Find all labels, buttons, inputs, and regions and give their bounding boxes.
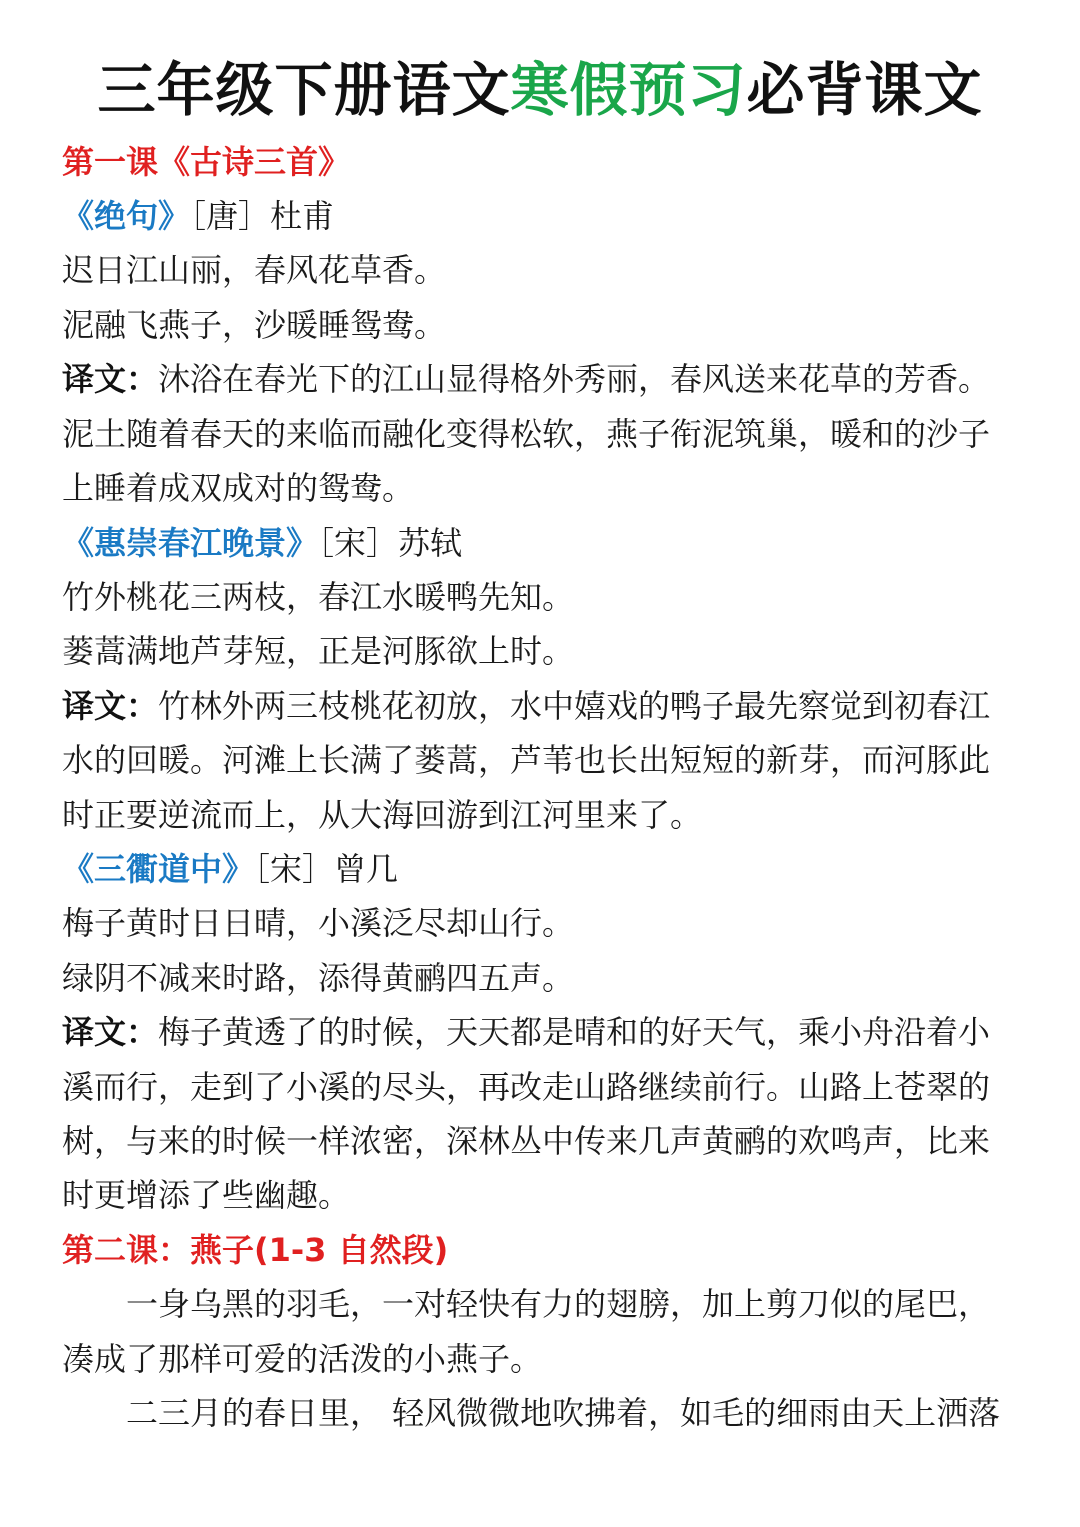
translation-text: 竹林外两三枝桃花初放，水中嬉戏的鸭子最先察觉到初春江: [158, 687, 991, 725]
poem3-heading: [62, 842, 1022, 896]
poem2-translation: [62, 679, 1022, 733]
lesson2-heading: 第二课：燕子(1-3 自然段): [62, 1231, 449, 1269]
translation-text: 时正要逆流而上，从大海回游到江河里来了。: [62, 796, 703, 834]
title-part1: 三年级下册语文: [97, 56, 511, 124]
translation-text: 梅子黄透了的时候，天天都是晴和的好天气，乘小舟沿着小: [158, 1013, 991, 1051]
translation-label: 译文：: [62, 1013, 159, 1051]
poem2-heading: [62, 516, 1022, 570]
poem2-line: 竹外桃花三两枝，春江水暖鸭先知。: [62, 578, 575, 616]
lesson1-heading: 第一课《古诗三首》: [62, 143, 351, 181]
lesson2-paragraph: 二三月的春日里， 轻风微微地吹拂着，如毛的细雨由天上洒落: [126, 1394, 1001, 1432]
poem1-line: 泥融飞燕子，沙暖睡鸳鸯。: [62, 306, 447, 344]
poem2-title: 《惠崇春江晚景》: [62, 524, 319, 562]
poem1-line: 迟日江山丽，春风花草香。: [62, 251, 447, 289]
title-part2: 必背课文: [746, 56, 983, 124]
translation-text: 时更增添了些幽趣。: [62, 1176, 351, 1214]
lesson2-paragraph: 一身乌黑的羽毛，一对轻快有力的翅膀，加上剪刀似的尾巴，: [126, 1285, 991, 1323]
poem3-translation: [62, 1005, 1022, 1059]
translation-text: 树，与来的时候一样浓密，深林丛中传来几声黄鹂的欢鸣声，比来: [62, 1122, 991, 1160]
poem3-title: 《三衢道中》: [62, 850, 255, 888]
translation-text: 上睡着成双成对的鸳鸯。: [62, 469, 415, 507]
translation-label: 译文：: [62, 360, 159, 398]
poem3-line: 梅子黄时日日晴，小溪泛尽却山行。: [62, 904, 575, 942]
poem1-author: ［唐］杜甫: [190, 197, 335, 235]
title-highlight: 寒假预习: [510, 56, 747, 124]
translation-text: 水的回暖。河滩上长满了蒌蒿，芦苇也长出短短的新芽，而河豚此: [62, 741, 991, 779]
poem2-line: 蒌蒿满地芦芽短，正是河豚欲上时。: [62, 632, 575, 670]
translation-label: 译文：: [62, 687, 159, 725]
page-title: [0, 50, 1080, 130]
translation-text: 泥土随着春天的来临而融化变得松软，燕子衔泥筑巢，暖和的沙子: [62, 415, 991, 453]
translation-text: 溪而行，走到了小溪的尽头，再改走山路继续前行。山路上苍翠的: [62, 1068, 991, 1106]
poem3-author: ［宋］曾几: [254, 850, 399, 888]
translation-text: 沐浴在春光下的江山显得格外秀丽，春风送来花草的芳香。: [158, 360, 991, 398]
poem1-heading: [62, 189, 1022, 243]
poem3-line: 绿阴不减来时路，添得黄鹂四五声。: [62, 959, 575, 997]
poem2-author: ［宋］苏轼: [318, 524, 463, 562]
poem1-translation: [62, 352, 1022, 406]
lesson2-paragraph: 凑成了那样可爱的活泼的小燕子。: [62, 1340, 543, 1378]
poem1-title: 《绝句》: [62, 197, 191, 235]
